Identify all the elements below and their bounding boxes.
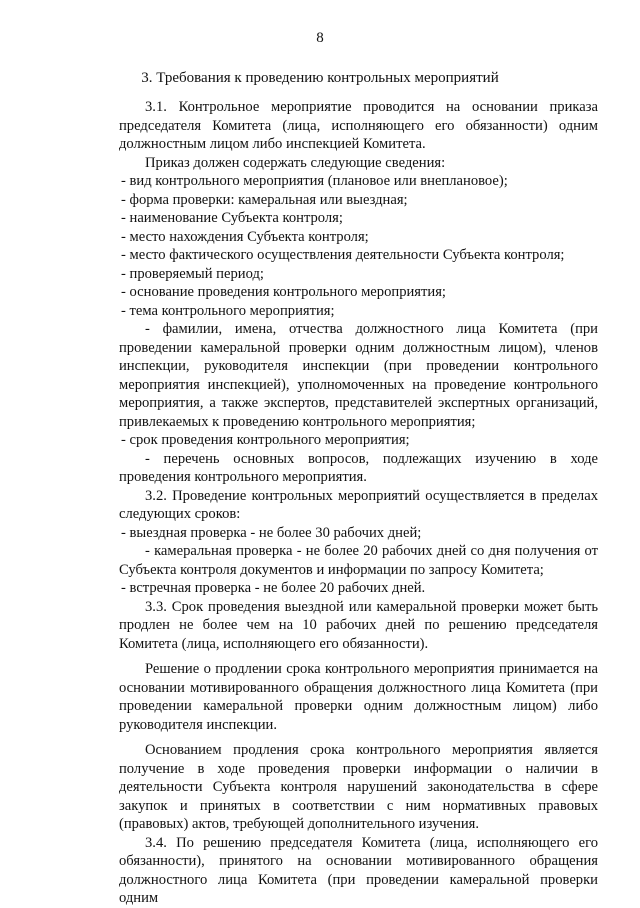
list-item: - фамилии, имена, отчества должностного лица Комитета (при проведении камеральной проверки одним должностным лицом), членов инспекции, руководителя инспекции (при проведении контрольного мероприятия инспекцией), уполномоченных на проведение контрольного мероприятия, а также экспертов, представителей экспертных организаций, привлекаемых к проведению контрольного мероприятия;: [119, 321, 598, 430]
paragraph: Решение о продлении срока контрольного мероприятия принимается на основании мотивированного обращения должностного лица Комитета (при проведении камеральной проверки одним должностным лицом) либо руководителя инспекции.: [119, 661, 598, 733]
list-item: - проверяемый период;: [121, 265, 264, 282]
list-item: - наименование Субъекта контроля;: [121, 210, 343, 226]
list-item: - вид контрольного мероприятия (плановое или внеплановое);: [121, 173, 508, 189]
list-item: - место фактического осуществления деятельности Субъекта контроля;: [121, 247, 565, 263]
paragraph-3-1: 3.1. Контрольное мероприятие проводится на основании приказа председателя Комитета (лица, исполняющего его обязанности) одним должностным лицом либо инспекцией Комитета.: [119, 99, 598, 152]
document-body: [119, 98, 598, 908]
paragraph: Основанием продления срока контрольного мероприятия является получение в ходе проведения проверки информации о наличии в деятельности Субъекта контроля нарушений законодательства в сфере закупок и принятых в соответствии с ним нормативных правовых (правовых) актов, требующей дополнительного изучения.: [119, 742, 598, 832]
list-item: - тема контрольного мероприятия;: [121, 302, 335, 319]
list-item: - место нахождения Субъекта контроля;: [121, 228, 369, 245]
paragraph-3-3: 3.3. Срок проведения выездной или камеральной проверки может быть продлен не более чем на 10 рабочих дней по решению председателя Комитета (лица, исполняющего его обязанности).: [119, 598, 598, 652]
list-item: - камеральная проверка - не более 20 рабочих дней со дня получения от Субъекта контроля документов и информации по запросу Комитета;: [119, 543, 598, 578]
page-number: 8: [316, 30, 324, 46]
list-item: - выездная проверка - не более 30 рабочих дней;: [121, 524, 422, 541]
list-item: - перечень основных вопросов, подлежащих изучению в ходе проведения контрольного мероприятия.: [119, 450, 598, 485]
list-item: - основание проведения контрольного мероприятия;: [121, 284, 446, 300]
section-heading: 3. Требования к проведению контрольных мероприятий: [141, 70, 499, 86]
list-item: - срок проведения контрольного мероприятия;: [121, 432, 410, 448]
list-item: - встречная проверка - не более 20 рабочих дней.: [121, 580, 426, 596]
order-contents-intro: Приказ должен содержать следующие сведения:: [145, 154, 446, 171]
paragraph-3-2: 3.2. Проведение контрольных мероприятий осуществляется в пределах следующих сроков:: [119, 487, 598, 522]
list-item: - форма проверки: камеральная или выездная;: [121, 191, 408, 208]
paragraph-3-4: 3.4. По решению председателя Комитета (лица, исполняющего его обязанности), принятого на основании мотивированного обращения должностного лица Комитета (при проведении камеральной проверки одним: [119, 834, 598, 906]
